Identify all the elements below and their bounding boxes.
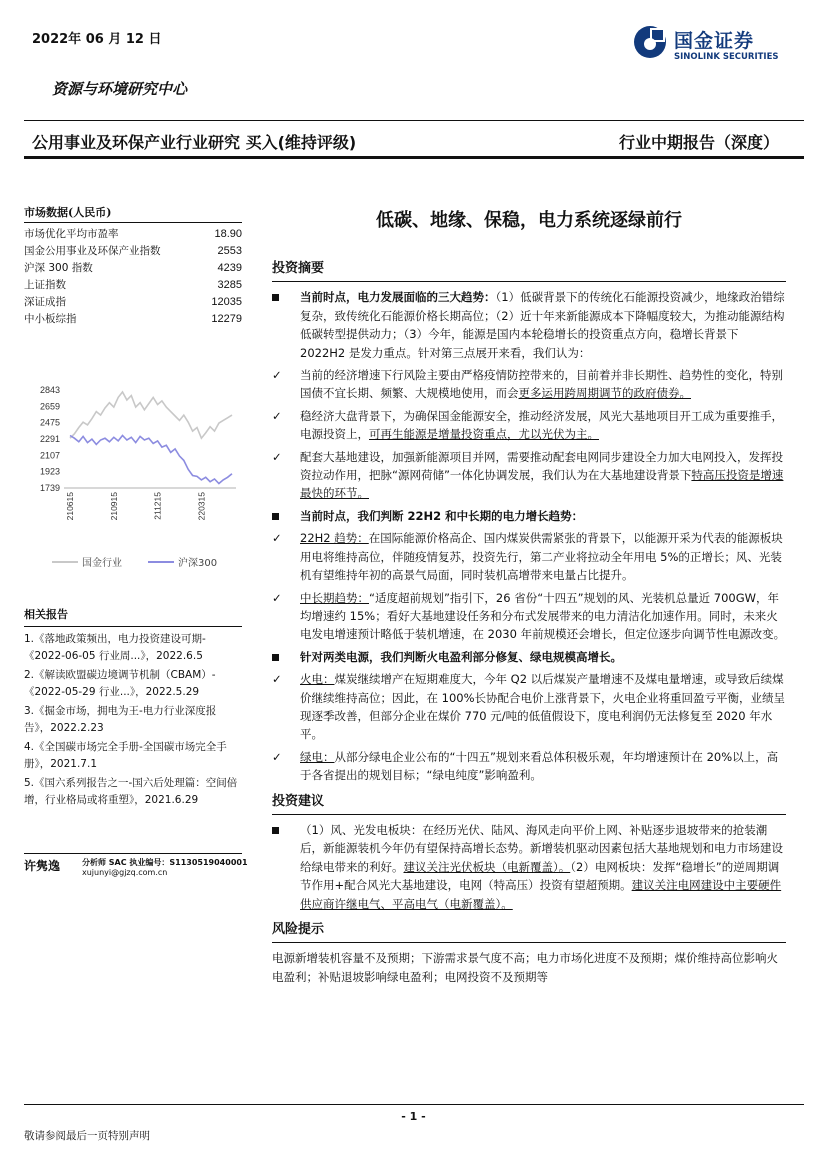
- author-name: 许隽逸: [24, 859, 61, 873]
- market-row-value: 4239: [217, 262, 242, 274]
- x-tick-label: 220315: [196, 492, 207, 521]
- report-type: 行业中期报告（深度）: [618, 133, 779, 152]
- header-divider-bottom: [24, 156, 804, 159]
- check-item-text: “适度超前规划”指引下，26 省份“十四五”规划的风、光装机总量近 700GW，年均增速约 15%；看好大基地建设任务和分布式发展带来的电力清洁化加速作用。同时，未来火电发电增速预计略低于装机增速，在 2030 年前规模还会增长，但定位逐步向调节性电源改变。: [300, 590, 786, 642]
- market-row: [24, 294, 242, 311]
- check-icon: ✓: [272, 408, 282, 423]
- main-content: [272, 260, 786, 986]
- summary-bullet: [272, 648, 786, 666]
- bullet-lead: 当前时点，电力发展面临的三大趋势：: [300, 290, 496, 305]
- market-row-value: 12035: [211, 296, 242, 308]
- market-row: [24, 260, 242, 277]
- y-tick-label: 2843: [39, 385, 60, 395]
- market-row-value: 12279: [211, 313, 242, 325]
- check-item-text: 稳经济大盘背景下，为确保国金能源安全，推动经济发展，风光大基地项目开工成为重要推手，电源投资上，: [300, 408, 783, 442]
- logo-text-cn: 国金证券: [674, 30, 755, 52]
- market-data-panel: [24, 204, 242, 328]
- check-item: [272, 407, 786, 444]
- series-line-1: [70, 392, 232, 438]
- legend-label: 国金行业: [82, 558, 122, 569]
- market-row-label: 上证指数: [24, 279, 66, 291]
- related-report-item[interactable]: 2.《解读欧盟碳边境调节机制（CBAM）-《2022-05-29 行业...》，2022.5.29: [24, 669, 216, 698]
- author-divider: [24, 853, 242, 854]
- square-bullet-icon: [272, 513, 279, 520]
- author-email[interactable]: xujunyi@gjzq.com.cn: [82, 868, 168, 877]
- check-item-label: 绿电：: [300, 749, 335, 764]
- market-row: [24, 311, 242, 328]
- logo-text-en: SINOLINK SECURITIES: [674, 52, 779, 62]
- market-row-label: 深证成指: [24, 296, 66, 308]
- advice-divider: [272, 814, 786, 815]
- risk-heading: 风险提示: [272, 922, 325, 937]
- advice-text: （2）电网板块：发挥“稳增长”的逆周期调节作用+配合风光大基地建设，电网（特高压）投资有望超预期。: [300, 859, 780, 893]
- y-tick-label: 2291: [39, 434, 60, 444]
- check-item: [272, 366, 786, 403]
- check-item-text: 配套大基地建设，加强新能源项目并网，需要推动配套电网同步建设全力加大电网投入，发挥投资拉动作用，把脉“源网荷储”一体化协调发展，我们认为在大基地建设背景下: [300, 449, 783, 483]
- related-report-item[interactable]: 4.《全国碳市场完全手册-全国碳市场完全手册》，2021.7.1: [24, 741, 227, 770]
- page-number: - 1 -: [401, 1110, 426, 1123]
- y-tick-label: 2659: [39, 401, 60, 412]
- header-divider-top: [24, 120, 804, 121]
- footer-divider: [24, 1104, 804, 1105]
- check-item: [272, 748, 786, 785]
- square-bullet-icon: [272, 294, 279, 301]
- market-row-value: 18.90: [214, 228, 242, 240]
- check-icon: ✓: [272, 590, 282, 605]
- related-reports-divider: [24, 626, 242, 627]
- market-row-value: 3285: [217, 279, 242, 291]
- advice-bullet: [272, 821, 786, 913]
- check-item: [272, 529, 786, 584]
- x-tick-label: 210615: [65, 492, 75, 521]
- market-data-heading: 市场数据(人民币): [24, 206, 112, 219]
- square-bullet-icon: [272, 654, 279, 661]
- check-item: [272, 589, 786, 644]
- advice-heading: 投资建议: [272, 793, 325, 809]
- check-icon: ✓: [272, 449, 282, 464]
- bullet-lead: 针对两类电源，我们判断火电盈利部分修复、绿电规模高增长。: [300, 649, 622, 664]
- market-row-label: 国金公用事业及环保产业指数: [24, 245, 161, 257]
- author-role: 分析师 SAC 执业编号：S1130519040001: [82, 858, 248, 867]
- footer-disclaimer-note: 敬请参阅最后一页特别声明: [24, 1130, 150, 1142]
- square-bullet-icon: [272, 827, 279, 834]
- advice-highlight: 建议关注电网建设中主要硬件供应商许继电气、平高电气（电新覆盖）。: [300, 878, 782, 911]
- related-report-item[interactable]: 1.《落地政策频出，电力投资建设可期-《2022-06-05 行业周...》，2022.6.5: [24, 633, 206, 662]
- check-item-text: 在国际能源价格高企、国内煤炭供需紧张的背景下，以能源开采为代表的能源板块用电将维持高位，伴随疫情复苏，投资先行，第二产业将拉动全年用电 5%的正增长；风、光装机有望维持年初的高景气局面，同时装机高增带来电量占比提升。: [300, 531, 783, 583]
- market-row: [24, 226, 242, 243]
- summary-bullet: [272, 288, 786, 362]
- market-row: [24, 277, 242, 294]
- related-report-item[interactable]: 3.《掘金市场，拥电为王-电力行业深度报告》，2022.2.23: [24, 705, 217, 734]
- market-row-label: 市场优化平均市盈率: [24, 228, 119, 240]
- author-block: [24, 853, 254, 877]
- report-date: 2022年 06 月 12 日: [32, 32, 162, 47]
- index-line-chart: [24, 376, 242, 576]
- research-center-name: 资源与环境研究中心: [52, 80, 188, 98]
- check-icon: ✓: [272, 749, 282, 764]
- series-line-2: [70, 436, 232, 484]
- check-item: [272, 670, 786, 744]
- related-reports-heading: 相关报告: [24, 608, 68, 621]
- check-item-label: 中长期趋势：: [300, 590, 369, 605]
- check-item-text: 当前的经济增速下行风险主要由严格疫情防控带来的，目前着并非长期性、趋势性的变化，特别国债不宜长期、频繁、大规模地使用，而会: [300, 368, 783, 401]
- check-item-text: 从部分绿电企业公布的“十四五”规划来看总体积极乐观，年均增速预计在 20%以上，高于各省提出的规划目标；“绿电纯度”影响盈利。: [300, 749, 779, 783]
- check-icon: ✓: [272, 368, 282, 383]
- check-item-label: 火电：: [300, 672, 335, 687]
- related-reports-panel: [24, 606, 242, 811]
- market-row: [24, 243, 242, 260]
- summary-divider: [272, 281, 786, 282]
- y-tick-label: 2475: [39, 417, 60, 428]
- x-tick-label: 211215: [152, 492, 163, 520]
- check-item: [272, 448, 786, 503]
- advice-text: （1）风、光发电板块：在经历光伏、陆风、海风走向平价上网、补贴逐步退坡带来的抢装潮后，新能源装机今年仍有望保持高增长态势。新增装机驱动因素包括大基地规划和电力市场建设给绿电带来的利好。: [300, 822, 783, 874]
- x-tick-label: 210915: [108, 492, 119, 521]
- risk-divider: [272, 942, 786, 943]
- summary-heading: 投资摘要: [272, 261, 325, 276]
- bullet-lead: 当前时点，我们判断 22H2 和中长期的电力增长趋势：: [300, 508, 584, 523]
- report-main-title: 低碳、地缘、保稳，电力系统逐绿前行: [376, 210, 682, 231]
- bullet-text: （1）低碳背景下的传统化石能源投资减少，地缘政治错综复杂，致传统化石能源价格长期高位；（2）近十年来新能源成本下降幅度较大，为推动能源结构低碳转型提供动力；（3）今年，能源是国内本轮稳增长的投资重点方向，稳增长背景下 2022H2 是发力重点。针对第三点展开来看，我们认为：: [300, 290, 785, 360]
- sinolink-logo-icon: [632, 24, 668, 60]
- advice-highlight: 建议关注光伏板块（电新覆盖）。: [403, 859, 571, 874]
- check-item-text: 煤炭继续增产在短期难度大，今年 Q2 以后煤炭产量增速不及煤电量增速，或导致后续煤价继续维持高位；因此，在 100%长协配合电价上涨背景下，火电企业将重回盈亏平衡，业绩呈现逐季改善，但部分企业在煤价 770 元/吨的低值假设下，度电利润仍无法修复至 2020 年水平。: [300, 672, 786, 742]
- report-header-title: 公用事业及环保产业行业研究 买入(维持评级): [32, 133, 357, 152]
- check-icon: ✓: [272, 672, 282, 687]
- summary-bullet: [272, 507, 786, 525]
- check-item-label: 22H2 趋势：: [300, 531, 369, 546]
- check-item-highlight: 特高压投资是增速最快的环节。: [300, 468, 784, 501]
- company-logo: [632, 24, 792, 70]
- risk-text: 电源新增装机容量不及预期；下游需求景气度不高；电力市场化进度不及预期；煤价维持高位影响火电盈利；补贴退坡影响绿电盈利；电网投资不及预期等: [272, 951, 778, 984]
- check-icon: ✓: [272, 531, 282, 546]
- market-row-label: 沪深 300 指数: [24, 262, 93, 274]
- market-data-divider: [24, 222, 242, 223]
- check-item-highlight: 可再生能源是增量投资重点，尤以光伏为主。: [369, 427, 599, 442]
- check-item-highlight: 更多运用跨周期调节的政府债券。: [518, 386, 691, 401]
- market-row-label: 中小板综指: [24, 313, 77, 325]
- y-tick-label: 1739: [39, 483, 60, 493]
- legend-label: 沪深300: [178, 558, 218, 569]
- y-tick-label: 1923: [39, 466, 60, 477]
- market-row-value: 2553: [217, 245, 242, 257]
- y-tick-label: 2107: [39, 450, 60, 461]
- related-report-item[interactable]: 5.《国六系列报告之一-国六后处理篇：空间倍增，行业格局或将重塑》，2021.6.29: [24, 777, 238, 806]
